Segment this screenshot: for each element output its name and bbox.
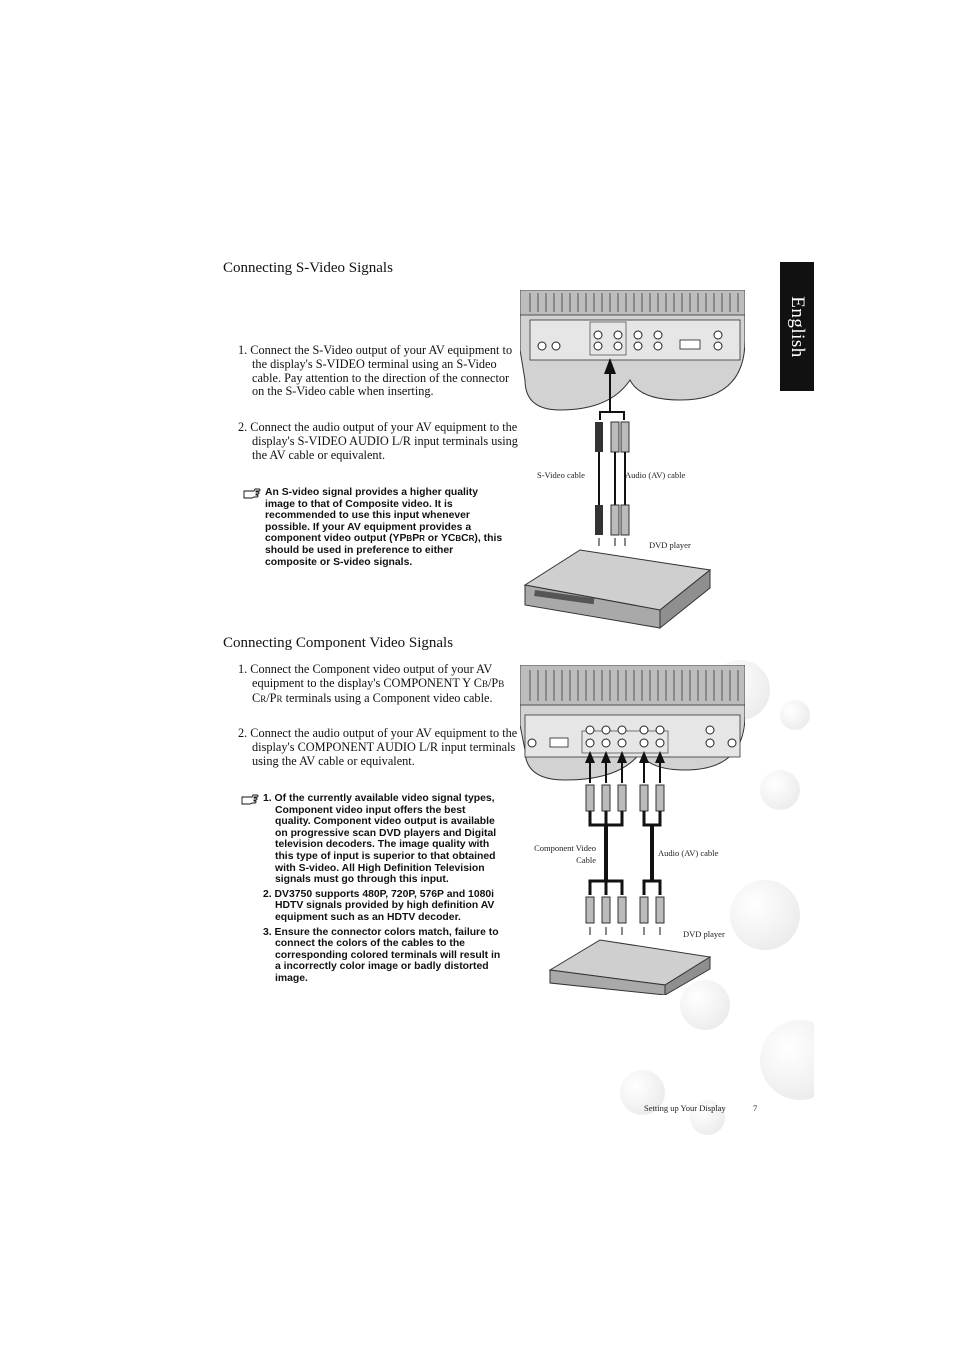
component-step-2: 2. Connect the audio output of your AV equipment to the display's COMPONENT AUDIO L/R input terminals using the AV cable or equivalent. bbox=[238, 726, 518, 768]
note-text: ), this should be used in preference to either composite or S-video signals. bbox=[265, 533, 503, 568]
dvd-player-label: DVD player bbox=[649, 540, 691, 550]
dvd-player-illustration bbox=[525, 550, 710, 628]
footer-section-name: Setting up Your Display bbox=[644, 1103, 726, 1113]
note-subscript: R bbox=[468, 534, 475, 544]
step-subscript: R bbox=[276, 693, 283, 704]
svideo-cable-label: S-Video cable bbox=[537, 470, 585, 480]
note-subscript: B bbox=[455, 534, 462, 544]
step-text: /P bbox=[266, 690, 277, 705]
dvd-player-illustration bbox=[550, 940, 710, 995]
language-tab bbox=[780, 262, 814, 391]
step-subscript: B bbox=[498, 678, 505, 689]
svideo-note-text: An S-video signal provides a higher quality image to that of Composite video. It is recommended to use this input whenever possible. If your AV equipment provides a component video output (YP bbox=[265, 487, 479, 545]
component-step-1 bbox=[238, 663, 520, 706]
svideo-connection-diagram bbox=[520, 290, 745, 630]
component-connection-diagram bbox=[520, 665, 745, 995]
svideo-note bbox=[243, 487, 505, 568]
note-text: C bbox=[461, 533, 469, 545]
pointing-hand-icon bbox=[241, 793, 259, 805]
section-title-component: Connecting Component Video Signals bbox=[223, 635, 454, 651]
pointing-hand-icon bbox=[243, 487, 261, 499]
audio-cable-label: Audio (AV) cable bbox=[658, 848, 719, 858]
svideo-step-1: 1. Connect the S-Video output of your AV equipment to the display's S-VIDEO terminal using an S-Video cable. Pay attention to the direction of the connector on the S-Video cable when inserting. bbox=[238, 343, 513, 399]
audio-cable-label: Audio (AV) cable bbox=[625, 470, 686, 480]
note-text: P bbox=[412, 533, 420, 545]
component-note-1: 1. Of the currently available video signal types, Component video input offers the best quality. Component video output is available on progressive scan DVD players and Digital television decoders. The image quality with this type of input is superior to that obtained with S-video. All High Definition Television signals must go through this input. bbox=[263, 793, 497, 886]
note-subscript: R bbox=[419, 534, 425, 544]
step-text: /P bbox=[487, 675, 499, 690]
step-subscript: B bbox=[481, 678, 488, 689]
page-number: 7 bbox=[753, 1103, 758, 1113]
section-title-svideo: Connecting S-Video Signals bbox=[223, 260, 393, 276]
component-notes bbox=[241, 793, 503, 985]
component-note-3: 3. Ensure the connector colors match, failure to connect the colors of the cables to the corresponding colored terminals will result in a incorrectly color image or badly distorted image. bbox=[263, 926, 501, 984]
language-tab-label: English bbox=[787, 295, 808, 358]
step-text: C bbox=[252, 690, 261, 705]
component-note-2: 2. DV3750 supports 480P, 720P, 576P and 1080i HDTV signals provided by high definition AV equipment such as an HDTV decoder. bbox=[263, 888, 495, 923]
dvd-player-label: DVD player bbox=[683, 929, 725, 939]
step-text: terminals using a Component video cable. bbox=[282, 690, 493, 705]
step-subscript: R bbox=[260, 693, 267, 704]
note-text: or YC bbox=[424, 533, 456, 545]
component-cable-label: Component Video Cable bbox=[534, 843, 596, 865]
step-text: 1. Connect the Component video output of your AV equipment to the display's COMPONENT Y C bbox=[238, 662, 493, 690]
note-subscript: B bbox=[406, 534, 413, 544]
svideo-step-2: 2. Connect the audio output of your AV equipment to the display's S-VIDEO AUDIO L/R input terminals using the AV cable or equivalent. bbox=[238, 420, 518, 462]
